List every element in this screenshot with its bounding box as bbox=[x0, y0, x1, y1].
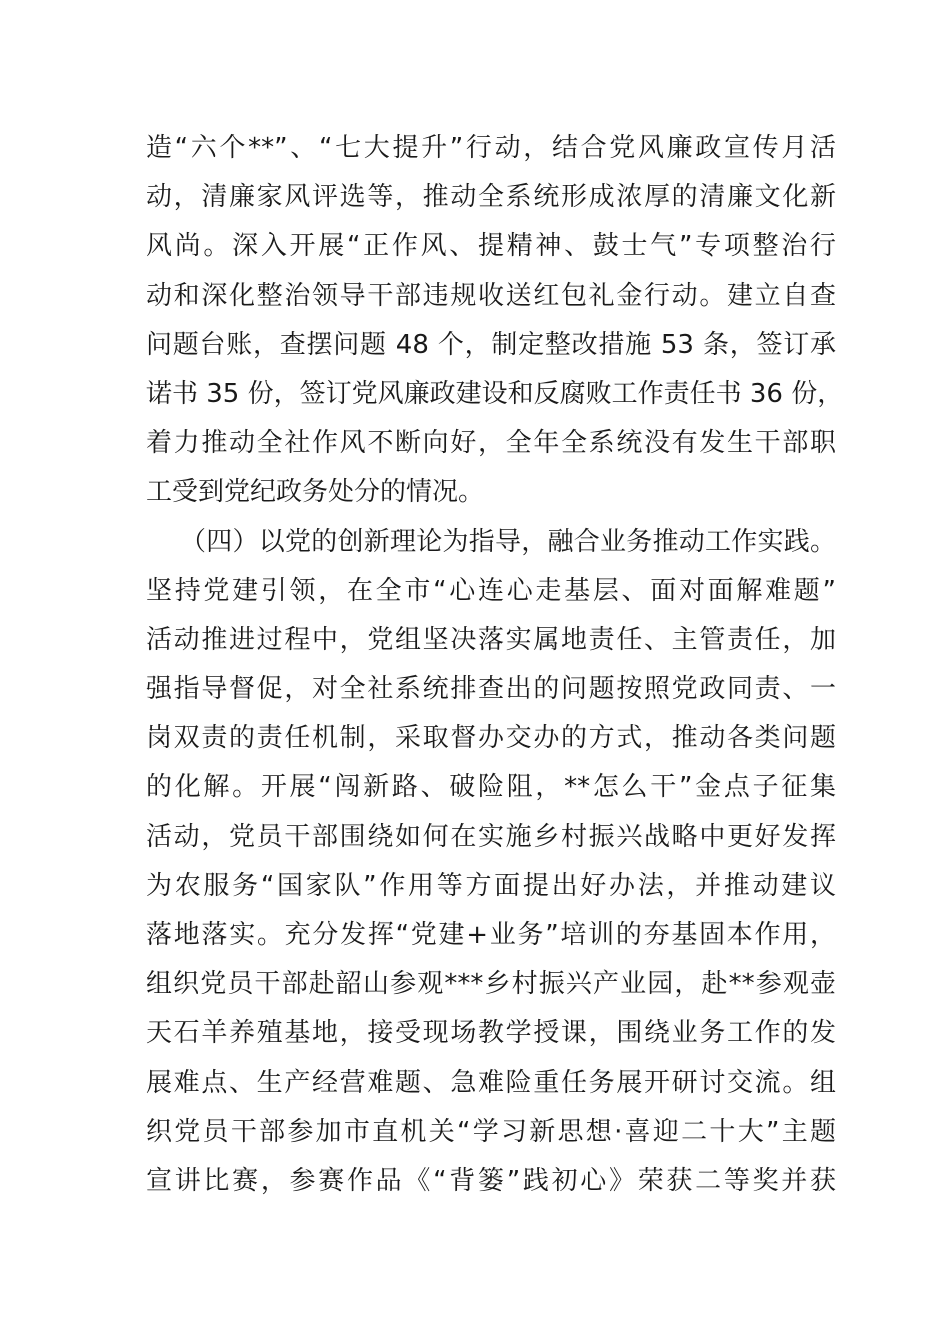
text-line: 坚持党建引领，在全市“心连心走基层、面对面解难题” bbox=[146, 575, 836, 606]
text-line: 宣讲比赛，参赛作品《“背篓”践初心》荣获二等奖并获 bbox=[146, 1165, 836, 1196]
body-text bbox=[146, 124, 844, 1206]
text-line: 工受到党纪政务处分的情况。 bbox=[146, 477, 485, 508]
text-line: 诺书 35 份，签订党风廉政建设和反腐败工作责任书 36 份， bbox=[146, 378, 844, 409]
text-line: 组织党员干部赴韶山参观***乡村振兴产业园，赴**参观壶 bbox=[146, 969, 836, 1000]
text-line: 岗双责的责任机制，采取督办交办的方式，推动各类问题 bbox=[146, 723, 836, 754]
text-line: 活动，党员干部围绕如何在实施乡村振兴战略中更好发挥 bbox=[146, 821, 836, 852]
text-line: 的化解。开展“闯新路、破险阻，**怎么干”金点子征集 bbox=[146, 772, 836, 803]
section-heading-line: （四）以党的创新理论为指导，融合业务推动工作实践。 bbox=[180, 526, 836, 557]
text-line: 造“六个**”、“七大提升”行动，结合党风廉政宣传月活 bbox=[146, 133, 836, 163]
text-line: 展难点、生产经营难题、急难险重任务展开研讨交流。组 bbox=[146, 1067, 836, 1098]
text-line: 为农服务“国家队”作用等方面提出好办法，并推动建议 bbox=[146, 870, 836, 901]
text-line: 织党员干部参加市直机关“学习新思想·喜迎二十大”主题 bbox=[146, 1116, 836, 1147]
text-line: 落地落实。充分发挥“党建+业务”培训的夯基固本作用， bbox=[146, 920, 836, 950]
text-line: 问题台账，查摆问题 48 个，制定整改措施 53 条，签订承 bbox=[146, 329, 836, 360]
text-line: 风尚。深入开展“正作风、提精神、鼓士气”专项整治行 bbox=[146, 231, 836, 262]
text-line: 着力推动全社作风不断向好，全年全系统没有发生干部职 bbox=[146, 428, 836, 459]
text-line: 天石羊养殖基地，接受现场教学授课，围绕业务工作的发 bbox=[146, 1018, 836, 1049]
text-line: 强指导督促，对全社系统排查出的问题按照党政同责、一 bbox=[146, 674, 836, 705]
text-line: 活动推进过程中，党组坚决落实属地责任、主管责任，加 bbox=[146, 624, 836, 655]
text-line: 动和深化整治领导干部违规收送红包礼金行动。建立自查 bbox=[146, 280, 836, 311]
text-line: 动，清廉家风评选等，推动全系统形成浓厚的清廉文化新 bbox=[146, 182, 836, 213]
